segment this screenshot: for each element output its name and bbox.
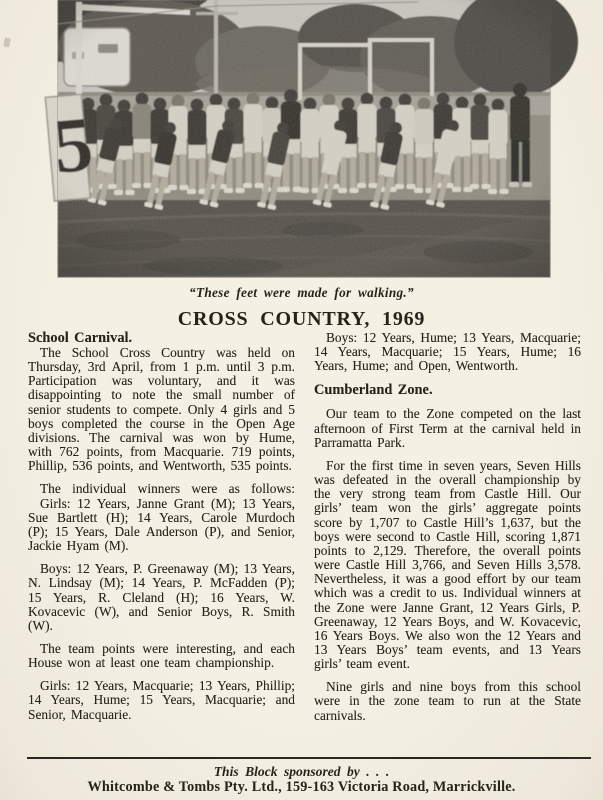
paragraph-state-carnivals: Nine girls and nine boys from this school were in the zone team to run at the State carnivals. [314, 679, 581, 723]
paragraph-zone-intro: Our team to the Zone competed on the last afternoon of First Term at the carnival held in Parramatta Park. [314, 406, 581, 450]
paragraph-team-points: The team points were interesting, and each House won at least one team championship. [28, 640, 295, 671]
paragraph-winners-lead: The individual winners were as follows: [40, 481, 295, 497]
footer-divider [27, 757, 591, 759]
sponsor-name-line: Whitcombe & Tombs Pty. Ltd., 159-163 Victoria Road, Marrickville. [87, 779, 516, 795]
section-heading-cumberland-zone: Cumberland Zone. [314, 382, 433, 399]
section-heading-school-carnival: School Carnival. [28, 330, 133, 346]
cross-country-start-photo [58, 0, 550, 277]
right-column [314, 331, 581, 723]
article-title: CROSS COUNTRY, 1969 [177, 308, 426, 330]
paragraph-girls-team: Girls: 12 Years, Macquarie; 13 Years, Phillip; 14 Years, Hume; 15 Years, Macquarie; and Senior, Macquarie. [28, 678, 295, 722]
paragraph-boys-team: Boys: 12 Years, Hume; 13 Years, Macquarie; 14 Years, Macquarie; 15 Years, Hume; 16 Years, Hume; and Open, Wentworth. [314, 330, 581, 374]
paragraph-boys-individual: Boys: 12 Years, P. Greenaway (M); 13 Years, N. Lindsay (M); 14 Years, P. McFadden (P); 15 Years, R. Cleland (H); 16 Years, W. Kovacevic (W), and Senior Boys, R. Smith (W). [28, 561, 295, 633]
paragraph-carnival-intro: The School Cross Country was held on Thursday, 3rd April, from 1 p.m. until 3 p.m. Participation was voluntary, and it was disappointing to note the small number of senior students to compete. Only 4 girls and 5 boys completed the course in the Open Age divisions. The carnival was won by Hume, with 762 points, from Macquarie. 719 points, Phillip, 536 points, and Wentworth, 535 points. [28, 345, 295, 474]
scan-artifact [3, 37, 11, 47]
left-column [28, 331, 295, 722]
photo-vignette [58, 0, 550, 277]
paragraph-zone-results: For the first time in seven years, Seven Hills was defeated in the overall championship by the very strong team from Castle Hill. Our girls’ team won the girls’ aggregate points score by 1,707 to Castle Hill’s 1,637, but the boys were second to Castle Hill, scoring 1,871 points to 2,129. Therefore, the overall points were Castle Hill 3,766, and Seven Hills 3,578. Nevertheless, it was a good effort by our team which was a credit to us. Individual winners at the Zone were Janne Grant, 12 Years Girls, P. Greenaway, 12 Years Boys, and W. Kovacevic, 16 Years Boys. We also won the 12 Years and 13 Years Boys’ team events, and 13 Years girls’ team event. [314, 457, 581, 672]
sponsor-intro-line: This Block sponsored by . . . [213, 764, 390, 779]
paragraph-girls-individual: Girls: 12 Years, Janne Grant (M); 13 Years, Sue Bartlett (H); 14 Years, Carole Murdoch (P); 15 Years, Dale Anderson (P), and Senior, Jackie Hyam (M). [28, 495, 295, 554]
photo-caption: “These feet were made for walking.” [189, 285, 414, 300]
